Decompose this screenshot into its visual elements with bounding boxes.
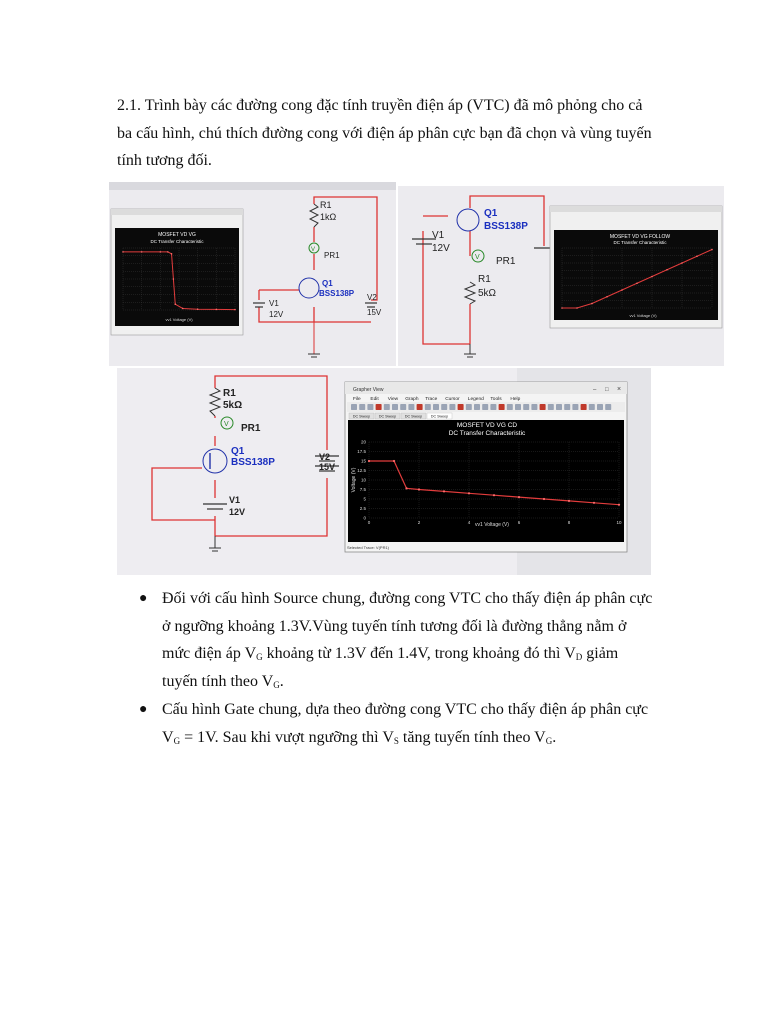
menu-item-trace[interactable]: Trace — [425, 397, 438, 402]
toolbar-button[interactable] — [507, 404, 513, 410]
chart2-subtitle: DC Transfer Characteristic — [613, 240, 667, 245]
toolbar-button[interactable] — [351, 404, 357, 410]
data-point — [606, 296, 608, 298]
toolbar-button[interactable] — [597, 404, 603, 410]
toolbar-button[interactable] — [408, 404, 414, 410]
x-tick-label: 2 — [417, 520, 421, 525]
schem1-v1-value: 12V — [269, 310, 284, 319]
grapher-maximize-icon[interactable]: □ — [605, 387, 609, 393]
data-point — [518, 496, 520, 498]
question-paragraph: 2.1. Trình bày các đường cong đặc tính truyền điện áp (VTC) đã mô phỏng cho cả ba cấu hình, chú thích đường cong với điện áp phân cực bạn đã chọn và vùng tuyến tính tương đối. — [117, 97, 652, 169]
tab-label: DC Sweep — [378, 414, 397, 419]
data-point — [160, 251, 162, 253]
toolbar-button[interactable] — [474, 404, 480, 410]
schem1-v2-value: 15V — [367, 308, 382, 317]
chart3-ylabel: Voltage (V) — [351, 467, 357, 493]
photo-common-source — [109, 182, 396, 366]
schem2-q1-part: BSS138P — [484, 221, 528, 232]
menu-item-view[interactable]: View — [387, 397, 399, 402]
subscript: G — [273, 679, 280, 690]
data-point — [636, 282, 638, 284]
schem3-probe-label: PR1 — [241, 423, 261, 434]
data-point — [167, 251, 169, 253]
photo-source-follower — [398, 186, 724, 366]
y-tick-label: 20 — [360, 439, 366, 445]
toolbar-button[interactable] — [499, 404, 505, 410]
toolbar-button[interactable] — [523, 404, 529, 410]
bullet-text: khoảng từ 1.3V đến 1.4V, trong khoảng đó thì V — [262, 645, 576, 662]
menu-item-file[interactable]: File — [353, 397, 361, 402]
toolbar-button[interactable] — [589, 404, 595, 410]
subscript: G — [256, 652, 263, 662]
grapher-window-title: Grapher View — [353, 387, 384, 393]
data-point — [182, 308, 184, 310]
data-point — [543, 498, 545, 500]
toolbar-button[interactable] — [581, 404, 587, 410]
bullet-text: giảm tuyến tính theo V — [162, 645, 619, 690]
data-point — [568, 500, 570, 502]
tab-label: DC Sweep — [404, 414, 423, 419]
toolbar-button[interactable] — [417, 404, 423, 410]
data-point — [696, 255, 698, 257]
toolbar-button[interactable] — [384, 404, 390, 410]
toolbar-button[interactable] — [490, 404, 496, 410]
menu-item-graph[interactable]: Graph — [405, 397, 419, 402]
menu-item-cursor[interactable]: Cursor — [445, 397, 460, 402]
y-tick-label: 2.5 — [359, 506, 366, 511]
toolbar-button[interactable] — [605, 404, 611, 410]
x-tick-label: 6 — [517, 520, 521, 525]
bullet-text: Cấu hình Gate chung, dựa theo đường cong VTC cho thấy điện áp phân cực V — [162, 701, 649, 746]
toolbar-button[interactable] — [367, 404, 373, 410]
bullet-icon: ● — [139, 702, 148, 717]
bullet-text: Đối với cấu hình Source chung, đường cong VTC cho thấy điện áp phân cực ở ngưỡng khoảng 1.3V.Vùng tuyến tính tương đối là đường thẳng nằm ở mức điện áp V — [162, 590, 653, 662]
data-point — [141, 251, 143, 253]
subscript: G — [545, 735, 553, 746]
data-point — [393, 460, 395, 462]
y-tick-label: 10 — [360, 477, 366, 483]
menu-item-tools[interactable]: Tools — [490, 397, 502, 402]
toolbar-button[interactable] — [572, 404, 578, 410]
schem3-v2-value: 15V — [319, 462, 336, 472]
toolbar-button[interactable] — [458, 404, 464, 410]
data-point — [593, 502, 595, 504]
y-tick-label: 5 — [363, 496, 366, 502]
toolbar-button[interactable] — [556, 404, 562, 410]
schem2-q1-label: Q1 — [484, 208, 498, 219]
schem3-r1-value: 5kΩ — [223, 400, 243, 411]
toolbar-button[interactable] — [482, 404, 488, 410]
schem1-q1-label: Q1 — [322, 279, 333, 288]
data-point — [368, 460, 370, 462]
schem1-probe-label: PR1 — [324, 251, 340, 260]
chart3-xlabel: vv1 Voltage (V) — [475, 522, 509, 528]
bullet-text: = 1V. Sau khi vượt ngưỡng thì V — [180, 728, 394, 746]
toolbar-button[interactable] — [376, 404, 382, 410]
bullet-text: tăng tuyến tính theo V — [398, 728, 546, 746]
grapher-minimize-icon[interactable]: – — [593, 387, 597, 393]
toolbar-button[interactable] — [392, 404, 398, 410]
data-point — [493, 494, 495, 496]
schem2-v1-value: 12V — [432, 243, 450, 254]
chart1-title: MOSFET VD VG — [158, 232, 196, 238]
grapher-status-bar: Selected Trace: V(PR1) — [347, 545, 390, 550]
toolbar-button[interactable] — [540, 404, 546, 410]
data-point — [576, 307, 578, 309]
list-item — [117, 585, 657, 695]
schem2-r1-label: R1 — [478, 274, 491, 285]
chart2-xlabel: vv1 Voltage (V) — [629, 313, 657, 318]
svg-text:V: V — [311, 247, 316, 253]
y-tick-label: 17.5 — [357, 449, 366, 454]
toolbar-button[interactable] — [449, 404, 455, 410]
data-point — [197, 308, 199, 310]
svg-text:V: V — [224, 421, 229, 428]
toolbar-button[interactable] — [564, 404, 570, 410]
bullet-text: . — [279, 672, 284, 690]
data-point — [666, 269, 668, 271]
tab-label: DC Sweep — [430, 414, 449, 419]
data-point — [443, 490, 445, 492]
y-tick-label: 15 — [360, 458, 366, 464]
y-tick-label: 7.5 — [359, 487, 366, 492]
observations-list — [117, 585, 657, 752]
grapher-menu-bar — [353, 396, 521, 402]
data-point — [711, 249, 713, 251]
data-point — [174, 303, 176, 305]
y-tick-label: 0 — [363, 515, 366, 521]
x-tick-label: 4 — [467, 520, 471, 525]
schem1-r1-label: R1 — [320, 200, 332, 210]
data-point — [122, 251, 124, 253]
toolbar-button[interactable] — [425, 404, 431, 410]
schem3-v2-label: V2 — [319, 452, 331, 462]
schem3-r1-label: R1 — [223, 388, 236, 399]
schem3-q1-label: Q1 — [231, 446, 245, 457]
data-point — [171, 253, 173, 255]
schem3-q1-part: BSS138P — [231, 457, 275, 468]
tab-label: DC Sweep — [352, 414, 371, 419]
list-item — [117, 696, 657, 751]
subscript: S — [393, 735, 399, 746]
schem1-v2-label: V2 — [367, 293, 377, 302]
schem3-v1-value: 12V — [229, 507, 246, 517]
toolbar-button[interactable] — [441, 404, 447, 410]
grapher-close-icon[interactable]: × — [617, 386, 622, 393]
data-point — [468, 492, 470, 494]
data-point — [173, 278, 175, 280]
x-tick-label: 8 — [567, 520, 571, 525]
data-point — [216, 309, 218, 311]
chart3-subtitle: DC Transfer Characteristic — [448, 430, 526, 437]
x-tick-label: 0 — [367, 520, 371, 525]
chart2-title: MOSFET VD VG FOLLOW — [609, 234, 671, 240]
subscript: G — [173, 735, 181, 746]
chart1-xlabel: vv1 Voltage (V) — [165, 317, 193, 322]
data-point — [651, 276, 653, 278]
schem1-r1-value: 1kΩ — [320, 212, 337, 222]
toolbar-button[interactable] — [433, 404, 439, 410]
toolbar-button[interactable] — [466, 404, 472, 410]
schem2-v1-label: V1 — [432, 230, 445, 241]
schem2-r1-value: 5kΩ — [478, 288, 497, 299]
data-point — [681, 262, 683, 264]
chart1-subtitle: DC Transfer Characteristic — [150, 239, 204, 244]
photo-common-drain — [117, 368, 651, 575]
y-tick-label: 12.5 — [357, 468, 366, 473]
toolbar-button[interactable] — [515, 404, 521, 410]
data-point — [621, 289, 623, 291]
toolbar-button[interactable] — [400, 404, 406, 410]
schem1-v1-label: V1 — [269, 299, 279, 308]
data-point — [418, 488, 420, 490]
data-point — [234, 309, 236, 311]
menu-item-help[interactable]: Help — [510, 397, 521, 402]
menu-item-legend[interactable]: Legend — [467, 397, 484, 402]
grapher-window — [345, 382, 627, 552]
schem1-q1-part: BSS138P — [319, 289, 355, 298]
data-point — [405, 487, 407, 489]
data-point — [618, 504, 620, 506]
svg-text:V: V — [475, 254, 480, 261]
menu-item-edit[interactable]: Edit — [370, 397, 379, 402]
schem3-v1-label: V1 — [229, 495, 241, 505]
bullet-icon: ● — [139, 591, 148, 606]
data-point — [561, 307, 563, 309]
toolbar-button[interactable] — [531, 404, 537, 410]
bullet-text: . — [552, 728, 557, 746]
x-tick-label: 10 — [616, 520, 622, 525]
toolbar-button[interactable] — [359, 404, 365, 410]
schem2-probe-label: PR1 — [496, 256, 516, 267]
chart3-title: MOSFET VD VG CD — [456, 422, 518, 429]
subscript: D — [575, 652, 583, 662]
toolbar-button[interactable] — [548, 404, 554, 410]
data-point — [591, 303, 593, 305]
